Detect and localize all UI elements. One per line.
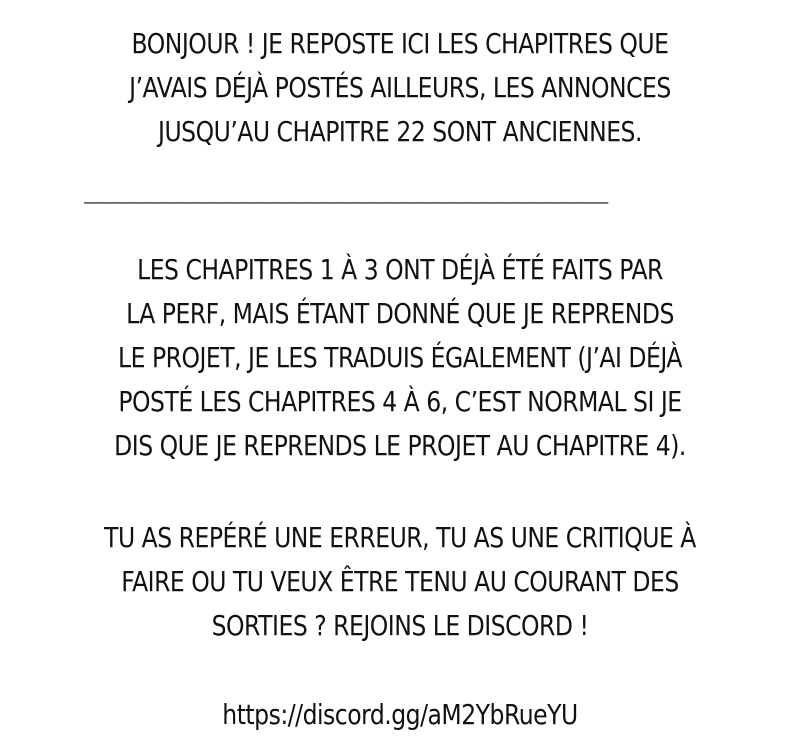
intro-paragraph xyxy=(0,22,800,154)
intro-line: BONJOUR ! JE REPOSTE ICI LES CHAPITRES QUE xyxy=(131,27,669,60)
separator-line: _________________________________ xyxy=(84,171,608,204)
discord-note-paragraph xyxy=(0,516,800,648)
discord-link[interactable]: https://discord.gg/aM2YbRueYU xyxy=(222,698,578,731)
chapters-note-line: POSTÉ LES CHAPITRES 4 À 6, C’EST NORMAL SI JE xyxy=(118,385,682,418)
chapters-note-line: LE PROJET, JE LES TRADUIS ÉGALEMENT (J’AI DÉJÀ xyxy=(118,341,682,374)
discord-note-line: TU AS REPÉRÉ UNE ERREUR, TU AS UNE CRITIQUE À xyxy=(104,521,696,554)
chapters-note-line: LA PERF, MAIS ÉTANT DONNÉ QUE JE REPRENDS xyxy=(126,297,674,330)
chapters-note-line: LES CHAPITRES 1 À 3 ONT DÉJÀ ÉTÉ FAITS PAR xyxy=(137,253,663,286)
chapters-note-line: DIS QUE JE REPRENDS LE PROJET AU CHAPITRE 4). xyxy=(114,429,686,462)
chapters-note-paragraph xyxy=(0,248,800,468)
discord-note-line: SORTIES ? REJOINS LE DISCORD ! xyxy=(211,609,589,642)
discord-note-line: FAIRE OU TU VEUX ÊTRE TENU AU COURANT DES xyxy=(121,565,679,598)
intro-line: J’AVAIS DÉJÀ POSTÉS AILLEURS, LES ANNONCES xyxy=(129,71,671,104)
intro-line: JUSQU’AU CHAPITRE 22 SONT ANCIENNES. xyxy=(158,115,642,148)
